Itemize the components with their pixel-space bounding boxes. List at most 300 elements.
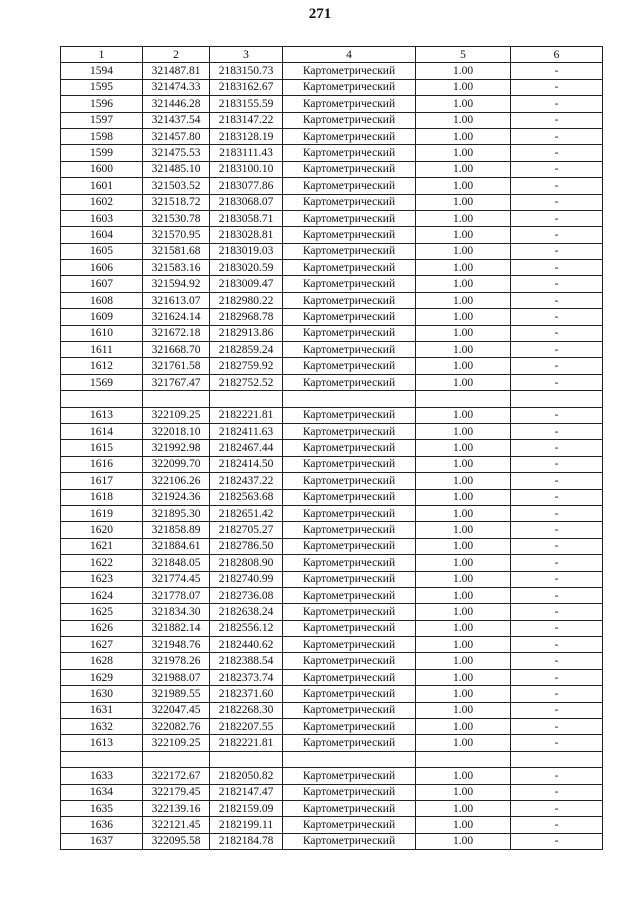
table-row xyxy=(61,276,603,292)
point-number-cell: 1599 xyxy=(61,145,143,161)
y-coordinate-cell: 2182184.78 xyxy=(210,833,283,849)
point-number-cell: 1613 xyxy=(61,735,143,751)
note-cell: - xyxy=(511,456,603,472)
table-row xyxy=(61,456,603,472)
accuracy-cell: 1.00 xyxy=(416,227,511,243)
note-cell xyxy=(511,751,603,767)
note-cell xyxy=(511,391,603,407)
y-coordinate-cell: 2183068.07 xyxy=(210,194,283,210)
method-cell: Картометрический xyxy=(283,686,416,702)
y-coordinate-cell: 2183028.81 xyxy=(210,227,283,243)
table-row xyxy=(61,800,603,816)
table-row xyxy=(61,522,603,538)
accuracy-cell: 1.00 xyxy=(416,342,511,358)
note-cell: - xyxy=(511,505,603,521)
method-cell xyxy=(283,751,416,767)
x-coordinate-cell: 322109.25 xyxy=(143,735,210,751)
accuracy-cell xyxy=(416,751,511,767)
table-row xyxy=(61,194,603,210)
point-number-cell: 1636 xyxy=(61,817,143,833)
y-coordinate-cell: 2182371.60 xyxy=(210,686,283,702)
point-number-cell: 1608 xyxy=(61,292,143,308)
accuracy-cell: 1.00 xyxy=(416,653,511,669)
x-coordinate-cell: 321530.78 xyxy=(143,210,210,226)
method-cell: Картометрический xyxy=(283,587,416,603)
table-body xyxy=(61,63,603,850)
x-coordinate-cell xyxy=(143,391,210,407)
accuracy-cell: 1.00 xyxy=(416,423,511,439)
table-row xyxy=(61,423,603,439)
point-number-cell: 1626 xyxy=(61,620,143,636)
y-coordinate-cell: 2183019.03 xyxy=(210,243,283,259)
y-coordinate-cell: 2182752.52 xyxy=(210,374,283,390)
point-number-cell: 1620 xyxy=(61,522,143,538)
coordinates-table xyxy=(60,46,603,850)
method-cell: Картометрический xyxy=(283,669,416,685)
method-cell: Картометрический xyxy=(283,63,416,79)
method-cell: Картометрический xyxy=(283,128,416,144)
page-number: 271 xyxy=(308,6,332,22)
x-coordinate-cell: 321668.70 xyxy=(143,342,210,358)
method-cell: Картометрический xyxy=(283,374,416,390)
note-cell: - xyxy=(511,620,603,636)
note-cell: - xyxy=(511,374,603,390)
point-number-cell: 1623 xyxy=(61,571,143,587)
accuracy-cell: 1.00 xyxy=(416,686,511,702)
note-cell: - xyxy=(511,276,603,292)
table-row xyxy=(61,489,603,505)
accuracy-cell: 1.00 xyxy=(416,309,511,325)
y-coordinate-cell: 2183111.43 xyxy=(210,145,283,161)
note-cell: - xyxy=(511,161,603,177)
method-cell: Картометрический xyxy=(283,571,416,587)
y-coordinate-cell: 2182440.62 xyxy=(210,637,283,653)
table-row xyxy=(61,243,603,259)
table-row xyxy=(61,145,603,161)
accuracy-cell: 1.00 xyxy=(416,243,511,259)
note-cell: - xyxy=(511,243,603,259)
method-cell: Картометрический xyxy=(283,784,416,800)
point-number-cell: 1604 xyxy=(61,227,143,243)
table-row xyxy=(61,538,603,554)
method-cell: Картометрический xyxy=(283,538,416,554)
table-row xyxy=(61,637,603,653)
y-coordinate-cell: 2182221.81 xyxy=(210,735,283,751)
x-coordinate-cell: 321774.45 xyxy=(143,571,210,587)
accuracy-cell: 1.00 xyxy=(416,800,511,816)
column-header-6: 6 xyxy=(511,47,603,63)
point-number-cell: 1621 xyxy=(61,538,143,554)
accuracy-cell: 1.00 xyxy=(416,161,511,177)
accuracy-cell: 1.00 xyxy=(416,260,511,276)
point-number-cell: 1569 xyxy=(61,374,143,390)
point-number-cell: 1609 xyxy=(61,309,143,325)
table-row xyxy=(61,555,603,571)
table-row xyxy=(61,178,603,194)
accuracy-cell: 1.00 xyxy=(416,276,511,292)
column-header-3: 3 xyxy=(210,47,283,63)
note-cell: - xyxy=(511,784,603,800)
note-cell: - xyxy=(511,342,603,358)
x-coordinate-cell: 322121.45 xyxy=(143,817,210,833)
note-cell: - xyxy=(511,571,603,587)
note-cell: - xyxy=(511,194,603,210)
method-cell: Картометрический xyxy=(283,620,416,636)
accuracy-cell: 1.00 xyxy=(416,505,511,521)
x-coordinate-cell: 321583.16 xyxy=(143,260,210,276)
method-cell: Картометрический xyxy=(283,178,416,194)
x-coordinate-cell: 321978.26 xyxy=(143,653,210,669)
point-number-cell: 1618 xyxy=(61,489,143,505)
method-cell: Картометрический xyxy=(283,505,416,521)
point-number-cell: 1634 xyxy=(61,784,143,800)
y-coordinate-cell: 2182786.50 xyxy=(210,538,283,554)
x-coordinate-cell: 322172.67 xyxy=(143,768,210,784)
point-number-cell: 1632 xyxy=(61,719,143,735)
x-coordinate-cell: 321992.98 xyxy=(143,440,210,456)
point-number-cell: 1610 xyxy=(61,325,143,341)
point-number-cell: 1596 xyxy=(61,96,143,112)
accuracy-cell: 1.00 xyxy=(416,784,511,800)
note-cell: - xyxy=(511,227,603,243)
accuracy-cell: 1.00 xyxy=(416,210,511,226)
accuracy-cell: 1.00 xyxy=(416,817,511,833)
column-header-5: 5 xyxy=(416,47,511,63)
point-number-cell: 1616 xyxy=(61,456,143,472)
method-cell: Картометрический xyxy=(283,440,416,456)
note-cell: - xyxy=(511,637,603,653)
note-cell: - xyxy=(511,817,603,833)
point-number-cell: 1600 xyxy=(61,161,143,177)
note-cell: - xyxy=(511,358,603,374)
y-coordinate-cell: 2183162.67 xyxy=(210,79,283,95)
point-number-cell: 1611 xyxy=(61,342,143,358)
table-row xyxy=(61,735,603,751)
table-row xyxy=(61,702,603,718)
accuracy-cell: 1.00 xyxy=(416,96,511,112)
table-row xyxy=(61,505,603,521)
note-cell: - xyxy=(511,145,603,161)
table-row xyxy=(61,79,603,95)
accuracy-cell: 1.00 xyxy=(416,489,511,505)
y-coordinate-cell: 2183128.19 xyxy=(210,128,283,144)
table-row xyxy=(61,833,603,849)
table-row xyxy=(61,260,603,276)
y-coordinate-cell: 2182913.86 xyxy=(210,325,283,341)
y-coordinate-cell xyxy=(210,751,283,767)
method-cell: Картометрический xyxy=(283,702,416,718)
table-row xyxy=(61,473,603,489)
x-coordinate-cell: 321988.07 xyxy=(143,669,210,685)
method-cell: Картометрический xyxy=(283,456,416,472)
accuracy-cell: 1.00 xyxy=(416,407,511,423)
y-coordinate-cell: 2182159.09 xyxy=(210,800,283,816)
point-number-cell: 1613 xyxy=(61,407,143,423)
table-row xyxy=(61,407,603,423)
table-row xyxy=(61,587,603,603)
method-cell: Картометрический xyxy=(283,276,416,292)
x-coordinate-cell: 321570.95 xyxy=(143,227,210,243)
y-coordinate-cell: 2183147.22 xyxy=(210,112,283,128)
method-cell: Картометрический xyxy=(283,800,416,816)
point-number-cell: 1615 xyxy=(61,440,143,456)
y-coordinate-cell: 2182050.82 xyxy=(210,768,283,784)
point-number-cell: 1598 xyxy=(61,128,143,144)
table-row xyxy=(61,374,603,390)
method-cell: Картометрический xyxy=(283,653,416,669)
table-row xyxy=(61,719,603,735)
point-number-cell: 1627 xyxy=(61,637,143,653)
point-number-cell: 1614 xyxy=(61,423,143,439)
accuracy-cell: 1.00 xyxy=(416,358,511,374)
method-cell: Картометрический xyxy=(283,210,416,226)
x-coordinate-cell: 321948.76 xyxy=(143,637,210,653)
accuracy-cell: 1.00 xyxy=(416,604,511,620)
y-coordinate-cell: 2182388.54 xyxy=(210,653,283,669)
table-row xyxy=(61,96,603,112)
note-cell: - xyxy=(511,63,603,79)
table-row xyxy=(61,440,603,456)
table-row xyxy=(61,309,603,325)
y-coordinate-cell: 2182651.42 xyxy=(210,505,283,521)
table-row xyxy=(61,784,603,800)
note-cell: - xyxy=(511,489,603,505)
y-coordinate-cell: 2182980.22 xyxy=(210,292,283,308)
x-coordinate-cell: 321858.89 xyxy=(143,522,210,538)
x-coordinate-cell: 322018.10 xyxy=(143,423,210,439)
note-cell: - xyxy=(511,800,603,816)
method-cell: Картометрический xyxy=(283,473,416,489)
x-coordinate-cell: 321613.07 xyxy=(143,292,210,308)
note-cell: - xyxy=(511,587,603,603)
x-coordinate-cell: 322109.25 xyxy=(143,407,210,423)
method-cell: Картометрический xyxy=(283,833,416,849)
method-cell: Картометрический xyxy=(283,325,416,341)
table-row xyxy=(61,669,603,685)
header-row xyxy=(61,47,603,63)
table-row xyxy=(61,292,603,308)
x-coordinate-cell: 321989.55 xyxy=(143,686,210,702)
accuracy-cell: 1.00 xyxy=(416,128,511,144)
accuracy-cell: 1.00 xyxy=(416,374,511,390)
method-cell: Картометрический xyxy=(283,637,416,653)
column-header-4: 4 xyxy=(283,47,416,63)
y-coordinate-cell: 2183077.86 xyxy=(210,178,283,194)
method-cell: Картометрический xyxy=(283,194,416,210)
note-cell: - xyxy=(511,423,603,439)
point-number-cell: 1612 xyxy=(61,358,143,374)
method-cell: Картометрический xyxy=(283,604,416,620)
accuracy-cell: 1.00 xyxy=(416,325,511,341)
accuracy-cell: 1.00 xyxy=(416,702,511,718)
accuracy-cell: 1.00 xyxy=(416,719,511,735)
note-cell: - xyxy=(511,735,603,751)
point-number-cell: 1595 xyxy=(61,79,143,95)
accuracy-cell: 1.00 xyxy=(416,522,511,538)
table-row xyxy=(61,686,603,702)
note-cell: - xyxy=(511,309,603,325)
x-coordinate-cell: 321884.61 xyxy=(143,538,210,554)
note-cell: - xyxy=(511,325,603,341)
note-cell: - xyxy=(511,833,603,849)
x-coordinate-cell: 322106.26 xyxy=(143,473,210,489)
y-coordinate-cell: 2182563.68 xyxy=(210,489,283,505)
point-number-cell: 1606 xyxy=(61,260,143,276)
note-cell: - xyxy=(511,128,603,144)
x-coordinate-cell: 321485.10 xyxy=(143,161,210,177)
x-coordinate-cell: 321882.14 xyxy=(143,620,210,636)
method-cell: Картометрический xyxy=(283,161,416,177)
method-cell: Картометрический xyxy=(283,145,416,161)
accuracy-cell: 1.00 xyxy=(416,473,511,489)
note-cell: - xyxy=(511,210,603,226)
point-number-cell: 1619 xyxy=(61,505,143,521)
point-number-cell: 1624 xyxy=(61,587,143,603)
method-cell: Картометрический xyxy=(283,423,416,439)
note-cell: - xyxy=(511,719,603,735)
y-coordinate-cell: 2182736.08 xyxy=(210,587,283,603)
table-row xyxy=(61,325,603,341)
accuracy-cell: 1.00 xyxy=(416,63,511,79)
point-number-cell: 1602 xyxy=(61,194,143,210)
note-cell: - xyxy=(511,260,603,276)
note-cell: - xyxy=(511,473,603,489)
note-cell: - xyxy=(511,768,603,784)
accuracy-cell: 1.00 xyxy=(416,440,511,456)
table-row xyxy=(61,620,603,636)
x-coordinate-cell: 321475.53 xyxy=(143,145,210,161)
note-cell: - xyxy=(511,440,603,456)
point-number-cell: 1633 xyxy=(61,768,143,784)
y-coordinate-cell: 2182467.44 xyxy=(210,440,283,456)
accuracy-cell: 1.00 xyxy=(416,178,511,194)
note-cell: - xyxy=(511,96,603,112)
y-coordinate-cell: 2182556.12 xyxy=(210,620,283,636)
y-coordinate-cell: 2182638.24 xyxy=(210,604,283,620)
x-coordinate-cell: 321594.92 xyxy=(143,276,210,292)
y-coordinate-cell: 2183100.10 xyxy=(210,161,283,177)
table-row xyxy=(61,128,603,144)
note-cell: - xyxy=(511,407,603,423)
x-coordinate-cell: 321895.30 xyxy=(143,505,210,521)
accuracy-cell: 1.00 xyxy=(416,145,511,161)
y-coordinate-cell xyxy=(210,391,283,407)
point-number-cell: 1607 xyxy=(61,276,143,292)
method-cell: Картометрический xyxy=(283,489,416,505)
method-cell: Картометрический xyxy=(283,768,416,784)
method-cell: Картометрический xyxy=(283,243,416,259)
point-number-cell: 1625 xyxy=(61,604,143,620)
y-coordinate-cell: 2182411.63 xyxy=(210,423,283,439)
method-cell: Картометрический xyxy=(283,735,416,751)
table-row xyxy=(61,653,603,669)
accuracy-cell: 1.00 xyxy=(416,292,511,308)
accuracy-cell: 1.00 xyxy=(416,79,511,95)
x-coordinate-cell: 321581.68 xyxy=(143,243,210,259)
accuracy-cell: 1.00 xyxy=(416,194,511,210)
x-coordinate-cell: 321924.36 xyxy=(143,489,210,505)
x-coordinate-cell: 321672.18 xyxy=(143,325,210,341)
note-cell: - xyxy=(511,522,603,538)
y-coordinate-cell: 2183155.59 xyxy=(210,96,283,112)
table-row xyxy=(61,342,603,358)
accuracy-cell: 1.00 xyxy=(416,112,511,128)
x-coordinate-cell: 321848.05 xyxy=(143,555,210,571)
y-coordinate-cell: 2183058.71 xyxy=(210,210,283,226)
method-cell xyxy=(283,391,416,407)
table-row xyxy=(61,571,603,587)
x-coordinate-cell: 321437.54 xyxy=(143,112,210,128)
table-row xyxy=(61,112,603,128)
y-coordinate-cell: 2182147.47 xyxy=(210,784,283,800)
x-coordinate-cell: 321778.07 xyxy=(143,587,210,603)
y-coordinate-cell: 2182437.22 xyxy=(210,473,283,489)
accuracy-cell: 1.00 xyxy=(416,768,511,784)
point-number-cell: 1605 xyxy=(61,243,143,259)
x-coordinate-cell xyxy=(143,751,210,767)
note-cell: - xyxy=(511,604,603,620)
note-cell: - xyxy=(511,555,603,571)
y-coordinate-cell: 2183009.47 xyxy=(210,276,283,292)
table-row xyxy=(61,817,603,833)
method-cell: Картометрический xyxy=(283,292,416,308)
x-coordinate-cell: 322139.16 xyxy=(143,800,210,816)
method-cell: Картометрический xyxy=(283,342,416,358)
y-coordinate-cell: 2182221.81 xyxy=(210,407,283,423)
method-cell: Картометрический xyxy=(283,817,416,833)
x-coordinate-cell: 321761.58 xyxy=(143,358,210,374)
x-coordinate-cell: 322179.45 xyxy=(143,784,210,800)
table-row xyxy=(61,391,603,407)
accuracy-cell: 1.00 xyxy=(416,571,511,587)
y-coordinate-cell: 2182373.74 xyxy=(210,669,283,685)
point-number-cell: 1628 xyxy=(61,653,143,669)
accuracy-cell xyxy=(416,391,511,407)
y-coordinate-cell: 2182968.78 xyxy=(210,309,283,325)
point-number-cell: 1617 xyxy=(61,473,143,489)
x-coordinate-cell: 322082.76 xyxy=(143,719,210,735)
point-number-cell: 1635 xyxy=(61,800,143,816)
note-cell: - xyxy=(511,178,603,194)
point-number-cell: 1622 xyxy=(61,555,143,571)
note-cell: - xyxy=(511,79,603,95)
accuracy-cell: 1.00 xyxy=(416,669,511,685)
method-cell: Картометрический xyxy=(283,260,416,276)
y-coordinate-cell: 2182268.30 xyxy=(210,702,283,718)
point-number-cell xyxy=(61,751,143,767)
accuracy-cell: 1.00 xyxy=(416,833,511,849)
x-coordinate-cell: 321767.47 xyxy=(143,374,210,390)
accuracy-cell: 1.00 xyxy=(416,538,511,554)
table-row xyxy=(61,63,603,79)
point-number-cell: 1630 xyxy=(61,686,143,702)
note-cell: - xyxy=(511,653,603,669)
x-coordinate-cell: 321503.52 xyxy=(143,178,210,194)
y-coordinate-cell: 2182414.50 xyxy=(210,456,283,472)
method-cell: Картометрический xyxy=(283,555,416,571)
point-number-cell: 1603 xyxy=(61,210,143,226)
method-cell: Картометрический xyxy=(283,309,416,325)
table-row xyxy=(61,210,603,226)
table-row xyxy=(61,358,603,374)
method-cell: Картометрический xyxy=(283,227,416,243)
y-coordinate-cell: 2183020.59 xyxy=(210,260,283,276)
point-number-cell: 1629 xyxy=(61,669,143,685)
method-cell: Картометрический xyxy=(283,407,416,423)
x-coordinate-cell: 321624.14 xyxy=(143,309,210,325)
y-coordinate-cell: 2182705.27 xyxy=(210,522,283,538)
point-number-cell xyxy=(61,391,143,407)
